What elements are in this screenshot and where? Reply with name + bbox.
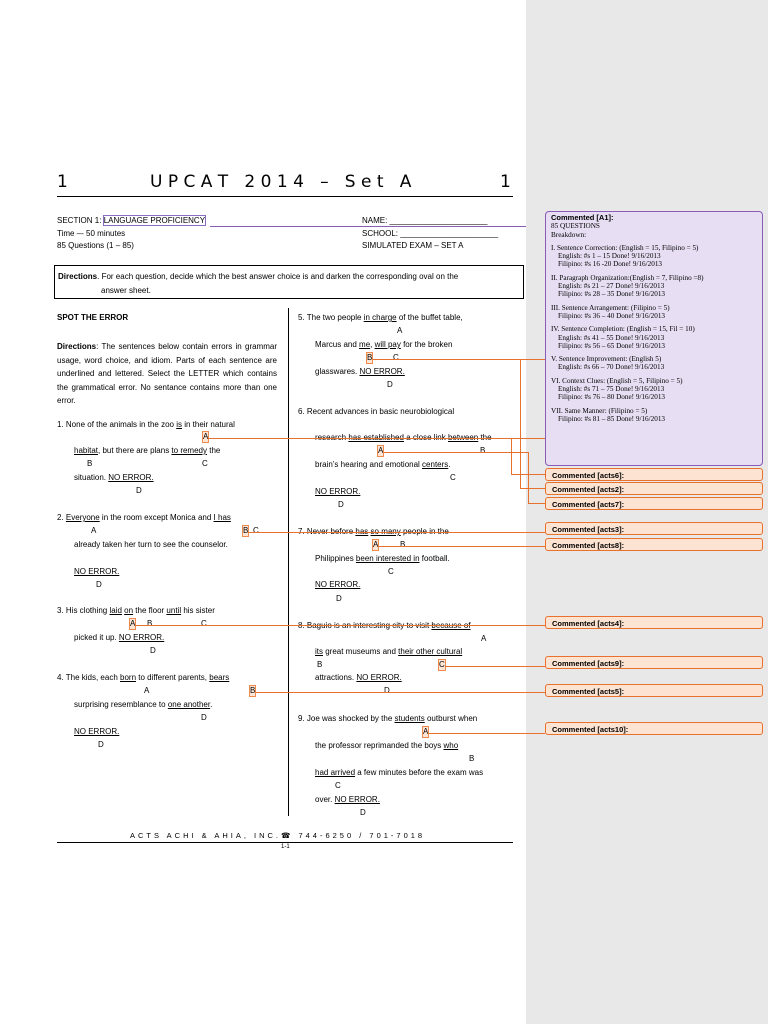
question-9-letter-c: C — [335, 781, 341, 790]
question-6-line-1: 6. Recent advances in basic neurobiological — [298, 407, 455, 416]
connector-acts6-drop — [511, 438, 512, 474]
comment-a1[interactable] — [545, 211, 763, 466]
question-9-letter-b: B — [469, 754, 475, 763]
header-rule — [57, 196, 513, 197]
question-2-letter-c: C — [253, 526, 259, 535]
question-5-letter-b[interactable]: B — [367, 353, 373, 362]
connector-acts10 — [429, 733, 545, 734]
exam-label: SIMULATED EXAM – SET A — [362, 241, 464, 250]
question-7-line-2: Philippines been interested in football. — [315, 554, 450, 563]
question-1-letter-d: D — [136, 486, 142, 495]
footer-page-number: 1-1 — [281, 844, 290, 850]
column-divider — [288, 308, 289, 816]
connector-acts7 — [384, 452, 528, 453]
question-6-line-2: research has established a close link between the — [315, 433, 492, 442]
question-4-letter-a: A — [144, 686, 150, 695]
connector-acts9 — [445, 666, 545, 667]
question-4-line-2: surprising resemblance to one another. — [74, 700, 213, 709]
question-3-line-1: 3. His clothing laid on the floor until his sister — [57, 606, 215, 615]
question-1-letter-c: C — [202, 459, 208, 468]
question-3-line-2: picked it up. NO ERROR. — [74, 633, 165, 642]
question-9-line-4: over. NO ERROR. — [315, 795, 380, 804]
comment-acts6[interactable]: Commented [acts6]: — [545, 468, 763, 481]
question-6-letter-c: C — [450, 473, 456, 482]
question-5-letter-a: A — [397, 326, 403, 335]
question-9-line-3: had arrived a few minutes before the exam was — [315, 768, 484, 777]
question-3-letter-c: C — [201, 619, 207, 628]
question-7-no-error: NO ERROR. — [315, 580, 361, 589]
question-5-line-3: glasswares. NO ERROR. — [315, 367, 405, 376]
comment-acts9[interactable]: Commented [acts9]: — [545, 656, 763, 669]
question-1-line-3: situation. NO ERROR. — [74, 473, 154, 482]
question-2-no-error: NO ERROR. — [74, 567, 120, 576]
comment-anchor-line-a1 — [210, 226, 543, 227]
question-8-letter-d: D — [384, 686, 390, 695]
question-2-line-2: already taken her turn to see the counselor. — [74, 540, 228, 549]
question-7-letter-b: B — [400, 540, 406, 549]
question-4-letter-c: D — [201, 713, 207, 722]
footer-contact: ACTS ACHI & AHIA, INC.☎ 744-6250 / 701-7018 — [130, 831, 426, 840]
name-field: NAME: ______________________ — [362, 216, 488, 225]
directions-box — [54, 265, 524, 299]
time-info: Time –- 50 minutes — [57, 229, 126, 238]
question-5-line-1: 5. The two people in charge of the buffet table, — [298, 313, 463, 322]
question-3-letter-b: B — [147, 619, 153, 628]
connector-acts2-end — [520, 488, 545, 489]
question-2-letter-a: A — [91, 526, 97, 535]
question-4-line-1: 4. The kids, each born to different parents, bears — [57, 673, 230, 682]
question-9-letter-a[interactable]: A — [423, 727, 429, 736]
question-5-letter-d: D — [387, 380, 393, 389]
question-8-letter-a: A — [481, 634, 487, 643]
comment-acts8[interactable]: Commented [acts8]: — [545, 538, 763, 551]
question-1-letter-a[interactable]: A — [203, 432, 209, 441]
question-6-letter-a[interactable]: A — [378, 446, 384, 455]
comment-acts4[interactable]: Commented [acts4]: — [545, 616, 763, 629]
question-6-no-error: NO ERROR. — [315, 487, 361, 496]
question-2-letter-b[interactable]: B — [243, 526, 249, 535]
section-name-highlight[interactable]: LANGUAGE PROFICIENCY — [103, 216, 206, 225]
question-6-letter-d: D — [338, 500, 344, 509]
school-field: SCHOOL: ______________________ — [362, 229, 499, 238]
comment-acts3[interactable]: Commented [acts3]: — [545, 522, 763, 535]
header-page-number-left: 1 — [57, 172, 68, 192]
question-9-line-2: the professor reprimanded the boys who — [315, 741, 459, 750]
spot-error-title: SPOT THE ERROR — [57, 313, 129, 322]
spot-error-directions: Directions: The sentences below contain errors in grammar usage, word choice, and idiom. Parts of each sentence are underlined and lettered. Select the LETTER which contains the grammatical error. No sentance contains more than one error. — [57, 342, 277, 405]
question-4-letter-d: D — [98, 740, 104, 749]
question-8-letter-b: B — [317, 660, 323, 669]
connector-acts2-drop — [520, 359, 521, 488]
question-3-letter-a[interactable]: A — [130, 619, 136, 628]
question-8-line-3: attractions. NO ERROR. — [315, 673, 402, 682]
comment-acts2[interactable]: Commented [acts2]: — [545, 482, 763, 495]
question-5-letter-c: C — [393, 353, 399, 362]
comment-acts5[interactable]: Commented [acts5]: — [545, 684, 763, 697]
questions-count: 85 Questions (1 – 85) — [57, 241, 134, 250]
question-7-letter-d: D — [336, 594, 342, 603]
question-7-letter-c: C — [388, 567, 394, 576]
connector-acts6 — [208, 438, 545, 439]
question-1-line-1: 1. None of the animals in the zoo is in their natural — [57, 420, 235, 429]
connector-acts5 — [256, 692, 545, 693]
section-label: SECTION 1: LANGUAGE PROFICIENCY — [57, 216, 206, 225]
comment-acts10[interactable]: Commented [acts10]: — [545, 722, 763, 735]
question-6-line-3: brain’s hearing and emotional centers. — [315, 460, 451, 469]
question-1-line-2: habitat, but there are plans to remedy the — [74, 446, 221, 455]
question-9-line-1: 9. Joe was shocked by the students outburst when — [298, 714, 478, 723]
comment-acts7[interactable]: Commented [acts7]: — [545, 497, 763, 510]
question-3-letter-d: D — [150, 646, 156, 655]
connector-acts8 — [379, 546, 545, 547]
header-page-number-right: 1 — [500, 172, 511, 192]
question-4-no-error: NO ERROR. — [74, 727, 120, 736]
question-1-letter-b: B — [87, 459, 93, 468]
question-7-letter-a[interactable]: A — [373, 540, 379, 549]
question-5-line-2: Marcus and me, will pay for the broken — [315, 340, 453, 349]
comment-pane — [526, 0, 768, 1024]
question-2-letter-d: D — [96, 580, 102, 589]
question-8-letter-c[interactable]: C — [439, 660, 445, 669]
header-title: U P C A T 2 0 1 4 – S e t A — [150, 172, 412, 192]
question-6-letter-b: B — [480, 446, 486, 455]
connector-acts3 — [249, 532, 545, 533]
question-4-letter-b[interactable]: B — [250, 686, 256, 695]
connector-acts7-drop — [528, 452, 529, 503]
comment-a1-title: Commented [A1]: — [551, 213, 614, 222]
question-2-line-1: 2. Everyone in the room except Monica and I has — [57, 513, 231, 522]
connector-acts4 — [136, 625, 545, 626]
question-7-line-1: 7. Never before has so many people in the — [298, 527, 449, 536]
question-8-line-2: its great museums and their other cultural — [315, 647, 463, 656]
connector-acts7-end — [528, 503, 545, 504]
comment-a1-body: 85 QUESTIONS Breakdown: I. Sentence Correction: (English = 15, Filipino = 5) English: #s 1 – 15 Done! 9/16/2013 Filipino: #s 16 -20 Done! 9/16/2013 II. Paragraph Organization:(English = 7, Filipino =8) English: #s 21 – 27 Done! 9/16/2013 Filipino: #s 28 – 35 Done! 9/16/2013 III. Sentence Arrangement: (Filipino = 5) Filipino: #s 36 – 40 Done! 9/16/2013 IV. Sentence Completion: (English = 15, Fil = 10) English: #s 41 – 55 Done! 9/16/2013 Filipino: #s 56 – 65 Done! 9/16/2013 V. Sentence Improvement: (English 5) English: #s 66 – 70 Done! 9/16/2013 VI. Context Clues: (English = 5, Filipino = 5) English: #s 71 – 75 Done! 9/16/2013 Filipino: #s 76 – 80 Done! 9/16/2013 VII. Same Manner: (Filipino = 5) Filipino: #s 81 – 85 Done! 9/16/2013 — [551, 222, 704, 423]
directions-text: Directions. For each question, decide which the best answer choice is and darken the corresponding oval on the answer sheet. — [58, 272, 459, 295]
question-8-line-1: 8. Baguio is an interesting city to visit because of — [298, 621, 471, 630]
question-9-letter-d: D — [360, 808, 366, 817]
